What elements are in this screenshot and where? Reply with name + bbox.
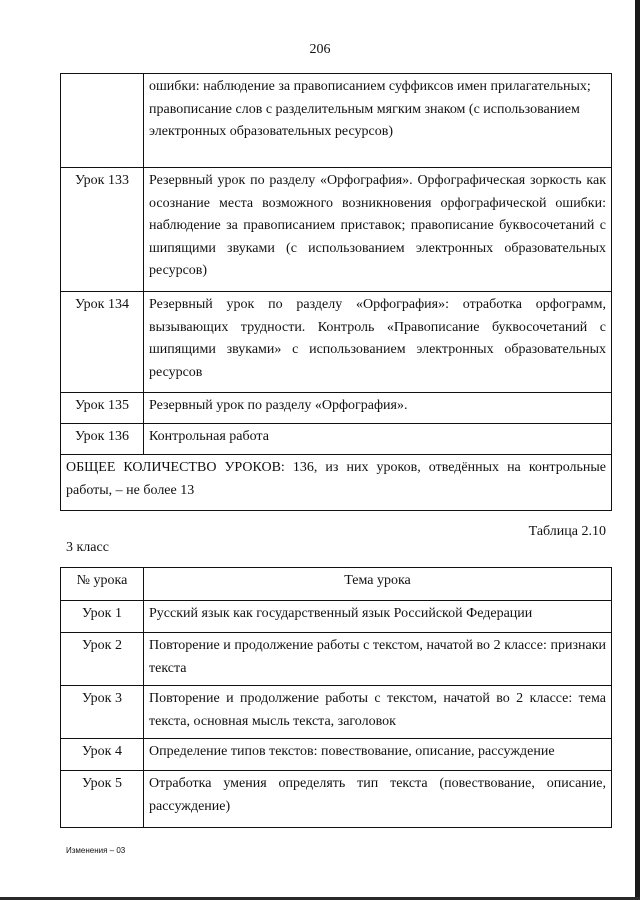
lesson-topic-cell: Русский язык как государственный язык Российской Федерации: [144, 601, 612, 633]
table-row: [61, 168, 612, 292]
lesson-number-cell: Урок 134: [61, 292, 144, 393]
lesson-topic-cell: Контрольная работа: [144, 424, 612, 455]
lesson-topic-cell: Определение типов текстов: повествование, описание, рассуждение: [144, 739, 612, 771]
column-header-topic: Тема урока: [144, 568, 612, 601]
table-row: [61, 292, 612, 393]
lesson-number-cell: Урок 3: [61, 686, 144, 739]
lesson-topic-cell: Повторение и продолжение работы с текстом, начатой во 2 классе: тема текста, основная мысль текста, заголовок: [144, 686, 612, 739]
total-lessons-cell: ОБЩЕЕ КОЛИЧЕСТВО УРОКОВ: 136, из них уроков, отведённых на контрольные работы, – не более 13: [61, 455, 612, 511]
table-row: [61, 739, 612, 771]
table-row: [61, 771, 612, 828]
lesson-topic-cell: Резервный урок по разделу «Орфография»: отработка орфограмм, вызывающих трудности. Контроль «Правописание буквосочетаний с шипящими звуками» с использованием электронных образовательных ресурсов: [144, 292, 612, 393]
lesson-topic-cell: Резервный урок по разделу «Орфография». Орфографическая зоркость как осознание места возможного возникновения орфографической ошибки: наблюдение за правописанием приставок; правописание буквосочетаний с шипящими звуками (с использованием электронных образовательных ресурсов): [144, 168, 612, 292]
lesson-topic-cell: Резервный урок по разделу «Орфография».: [144, 393, 612, 424]
lesson-number-cell: Урок 136: [61, 424, 144, 455]
lesson-number-cell: Урок 2: [61, 633, 144, 686]
table-header-row: [61, 568, 612, 601]
scan-edge-right: [635, 0, 640, 900]
column-header-lesson-number: № урока: [61, 568, 144, 601]
lesson-table-grade-3: [60, 567, 612, 828]
page-number: 206: [309, 42, 331, 57]
table-row: [61, 74, 612, 168]
lesson-number-cell: Урок 135: [61, 393, 144, 424]
lesson-number-cell: Урок 4: [61, 739, 144, 771]
table-row: [61, 686, 612, 739]
lesson-topic-cell: ошибки: наблюдение за правописанием суффиксов имен прилагательных; правописание слов с разделительным мягким знаком (с использованием электронных образовательных ресурсов): [144, 74, 612, 168]
lesson-number-cell: Урок 1: [61, 601, 144, 633]
class-label: 3 класс: [66, 540, 109, 555]
table-row: [61, 424, 612, 455]
table-row: [61, 601, 612, 633]
footer-revision-note: Изменения – 03: [66, 846, 126, 855]
table-row: [61, 393, 612, 424]
lesson-table-continued: [60, 73, 612, 511]
table-row: [61, 633, 612, 686]
table-caption: Таблица 2.10: [528, 524, 606, 539]
lesson-number-cell: [61, 74, 144, 168]
lesson-topic-cell: Отработка умения определять тип текста (повествование, описание, рассуждение): [144, 771, 612, 828]
lesson-number-cell: Урок 5: [61, 771, 144, 828]
lesson-topic-cell: Повторение и продолжение работы с текстом, начатой во 2 классе: признаки текста: [144, 633, 612, 686]
lesson-number-cell: Урок 133: [61, 168, 144, 292]
table-total-row: [61, 455, 612, 511]
